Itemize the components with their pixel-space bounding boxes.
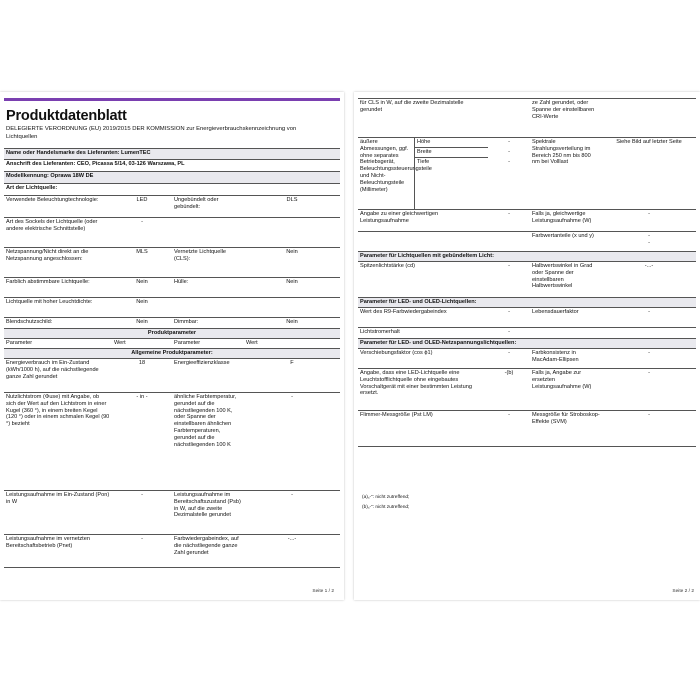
- table-row: Spitzenlichtstärke (cd) - Halbwertswinkel in Grad oder Spanne der einstellbaren Halbwertswinkel -...-: [358, 262, 696, 298]
- table-row: Netzspannung/Nicht direkt an die Netzspannung angeschlossen: MLS Vernetzte Lichtquelle (CLS): Nein: [4, 248, 340, 278]
- dimensions-row: äußere Abmessungen, ggf. ohne separates Betriebsgerät, Beleuchtungssteuerungsteile und Nicht-Beleuchtungsteile (Millimeter) Höhe Breite Tiefe - - - Spektrale Strahlungsverteilung im Bereich 250 nm bis 800 nm bei Volllast Siehe Bild auf letzter Seite: [358, 138, 696, 210]
- led-heading: Parameter für LED- und OLED-Lichtquellen:: [358, 298, 696, 308]
- product-parameters-heading: Produktparameter: [4, 329, 340, 339]
- general-parameters-heading: Allgemeine Produktparameter:: [4, 349, 340, 359]
- directional-heading: Parameter für Lichtquellen mit gebündeltem Licht:: [358, 252, 696, 262]
- page-number: Seite 2 / 2: [672, 589, 694, 594]
- regulation-subtitle: DELEGIERTE VERORDNUNG (EU) 2019/2015 DER KOMMISSION zur Energieverbrauchskennzeichnung von Lichtquellen: [6, 126, 297, 140]
- table-row: Lichtquelle mit hoher Leuchtdichte: Nein: [4, 298, 340, 318]
- table-row: Art des Sockels der Lichtquelle (oder andere elektrische Schnittstelle) -: [4, 218, 340, 248]
- table-row: Blendschutzschild: Nein Dimmbar: Nein: [4, 318, 340, 329]
- footnote-a: (a)„-“: nicht zutreffend;: [362, 495, 410, 500]
- table-row: Verwendete Beleuchtungtechnologie: LED Ungebündelt oder gebündelt: DLS: [4, 196, 340, 218]
- supplier-address-row: Anschrift des Lieferanten: CEO, Picassa 5/14, 03-126 Warszawa, PL: [4, 160, 340, 172]
- table-row: Leistungsaufnahme im Ein-Zustand (Pon) in W - Leistungsaufnahme im Bereitschaftszustand (Psb) in W, auf die zweite Dezimalstelle gerundet -: [4, 491, 340, 535]
- page-number: Seite 1 / 2: [312, 589, 334, 594]
- table-row: Farbwertanteile (x und y) - -: [358, 232, 696, 252]
- table-row: Flimmer-Messgröße (Pst LM) - Messgröße für Stroboskop-Effekte (SVM) -: [358, 411, 696, 447]
- document-page-1: [0, 92, 344, 600]
- product-table-page-1: [4, 148, 340, 568]
- table-row: Angabe zu einer gleichwertigen Leistungsaufnahme - Falls ja, gleichwertige Leistungsaufnahme (W) -: [358, 210, 696, 232]
- product-table-page-2: [358, 98, 696, 447]
- footnote-b: (b)„-“: nicht zutreffend;: [362, 505, 410, 510]
- table-row: Nutzlichtstrom (Φuse) mit Angabe, ob sich der Wert auf den Lichtstrom in einer Kugel (360 °), in einem breiten Kegel (120 °) oder in einem schmalen Kegel (90 °) bezieht - in - ähnliche Farbtemperatur, gerundet auf die nächstliegenden 100 K, oder Spanne der einstellbaren ähnlichen Farbtemperaturen, gerundet auf die nächstliegenden 100 K -: [4, 393, 340, 491]
- header-accent-line: [4, 98, 340, 101]
- table-row: Leistungsaufnahme im vernetzten Bereitschaftsbetrieb (Pnet) - Farbwiedergabeindex, auf die nächstliegende ganze Zahl gerundet -...-: [4, 535, 340, 568]
- table-row: Lichtstromerhalt -: [358, 328, 696, 339]
- column-header-row: Parameter Wert Parameter Wert: [4, 339, 340, 349]
- page-title: Produktdatenblatt: [6, 108, 127, 124]
- table-row: Wert des R9-Farbwiedergabeindex - Lebensdauerfaktor -: [358, 308, 696, 328]
- model-row: Modellkennung: Oprawa 18W DE: [4, 172, 340, 184]
- mains-led-heading: Parameter für LED- und OLED-Netzspannungslichtquellen:: [358, 339, 696, 349]
- supplier-name-row: Name oder Handelsmarke des Lieferanten: LumenTEC: [4, 148, 340, 160]
- table-row: Farblich abstimmbare Lichtquelle: Nein Hülle: Nein: [4, 278, 340, 298]
- table-row: Angabe, dass eine LED-Lichtquelle eine Leuchtstofflichtquelle ohne eingebautes Vorschaltgerät mit einer bestimmten Leistung ersetzt. -(b) Falls ja, Angabe zur ersetzten Leistungsaufnahme (W) -: [358, 369, 696, 411]
- table-row: für CLS in W, auf die zweite Dezimalstelle gerundet ze Zahl gerundet, oder Spanne der einstellbaren CRI-Werte: [358, 98, 696, 138]
- document-page-2: [354, 92, 700, 600]
- table-row: Energieverbrauch im Ein-Zustand (kWh/1000 h), auf die nächstliegende ganze Zahl gerundet 18 Energieeffizienzklasse F: [4, 359, 340, 393]
- table-row: Verschiebungsfaktor (cos ϕ1) - Farbkonsistenz in MacAdam-Ellipsen -: [358, 349, 696, 369]
- light-type-heading: Art der Lichtquelle:: [4, 184, 340, 196]
